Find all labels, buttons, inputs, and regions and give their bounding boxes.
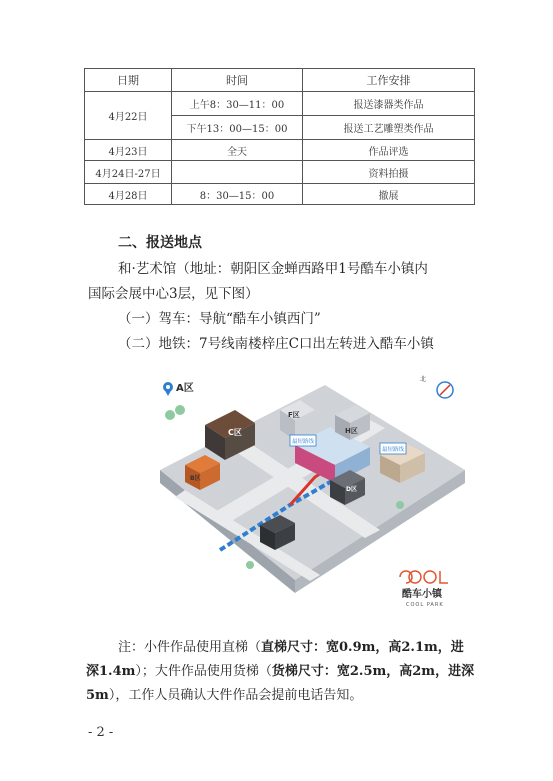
note-suffix: ），工作人员确认大件作品会提前电话告知。 xyxy=(108,688,363,703)
route-label-2: 最短路线 xyxy=(382,447,405,453)
venue-map xyxy=(150,365,470,615)
header-task: 工作安排 xyxy=(303,69,475,92)
schedule-table xyxy=(84,68,475,205)
cell-date: 4月24日-27日 xyxy=(85,161,172,184)
note-paragraph xyxy=(86,636,476,708)
cell-time: 下午13：00—15：00 xyxy=(172,116,303,140)
location-pin-icon xyxy=(163,382,173,396)
tree-icon xyxy=(246,561,254,569)
zone-c-label: C区 xyxy=(228,428,242,437)
zone-d-label: D区 xyxy=(346,486,357,493)
table-header-row xyxy=(85,69,475,92)
table-row xyxy=(85,92,475,116)
route-car: （一）驾车：导航“酷车小镇西门” xyxy=(118,311,321,327)
table-row xyxy=(85,184,475,205)
note-elevator-size: 直梯尺寸：宽0.9m，高2.1m，进深1.4m xyxy=(86,640,464,679)
logo-text: 酷车小镇 xyxy=(402,589,442,600)
cell-time: 上午8：30—11：00 xyxy=(172,92,303,116)
cell-time: 8：30—15：00 xyxy=(172,184,303,205)
note-prefix: 注：小件作品使用直梯（ xyxy=(118,640,262,655)
route-label-1: 最短路线 xyxy=(292,439,315,445)
compass-north-label: 北 xyxy=(420,376,427,383)
note-freight-size: 货梯尺寸：宽2.5m，高2m，进深5m xyxy=(86,664,475,703)
cell-task: 作品评选 xyxy=(303,140,475,161)
logo-subtext: COOL PARK xyxy=(406,602,444,608)
cell-time xyxy=(172,161,303,184)
address-line-2: 国际会展中心3层，见下图） xyxy=(88,286,259,302)
zone-h-label: H区 xyxy=(345,427,358,435)
address-line-1: 和·艺术馆（地址：朝阳区金蝉西路甲1号酷车小镇内 xyxy=(118,261,428,277)
cell-date: 4月28日 xyxy=(85,184,172,205)
zone-a-label: A区 xyxy=(176,383,194,394)
zone-f-label: F区 xyxy=(288,411,300,419)
tree-icon xyxy=(175,405,185,415)
cell-time: 全天 xyxy=(172,140,303,161)
header-time: 时间 xyxy=(172,69,303,92)
cell-task: 撤展 xyxy=(303,184,475,205)
tree-icon xyxy=(165,410,175,420)
zone-b-label: B区 xyxy=(190,475,201,482)
note-middle: ）；大件作品使用货梯（ xyxy=(135,664,272,679)
page-number: - 2 - xyxy=(88,725,114,740)
cell-date: 4月23日 xyxy=(85,140,172,161)
header-date: 日期 xyxy=(85,69,172,92)
section-heading: 二、报送地点 xyxy=(118,235,202,251)
compass-icon xyxy=(437,382,453,398)
cell-task: 报送漆器类作品 xyxy=(303,92,475,116)
table-row xyxy=(85,161,475,184)
table-row xyxy=(85,140,475,161)
cell-task: 资料拍摄 xyxy=(303,161,475,184)
route-subway: （二）地铁：7号线南楼梓庄C口出左转进入酷车小镇 xyxy=(118,336,434,352)
cell-task: 报送工艺雕塑类作品 xyxy=(303,116,475,140)
cool-park-logo xyxy=(400,571,448,583)
cell-date: 4月22日 xyxy=(85,92,172,140)
tree-icon xyxy=(396,501,404,509)
